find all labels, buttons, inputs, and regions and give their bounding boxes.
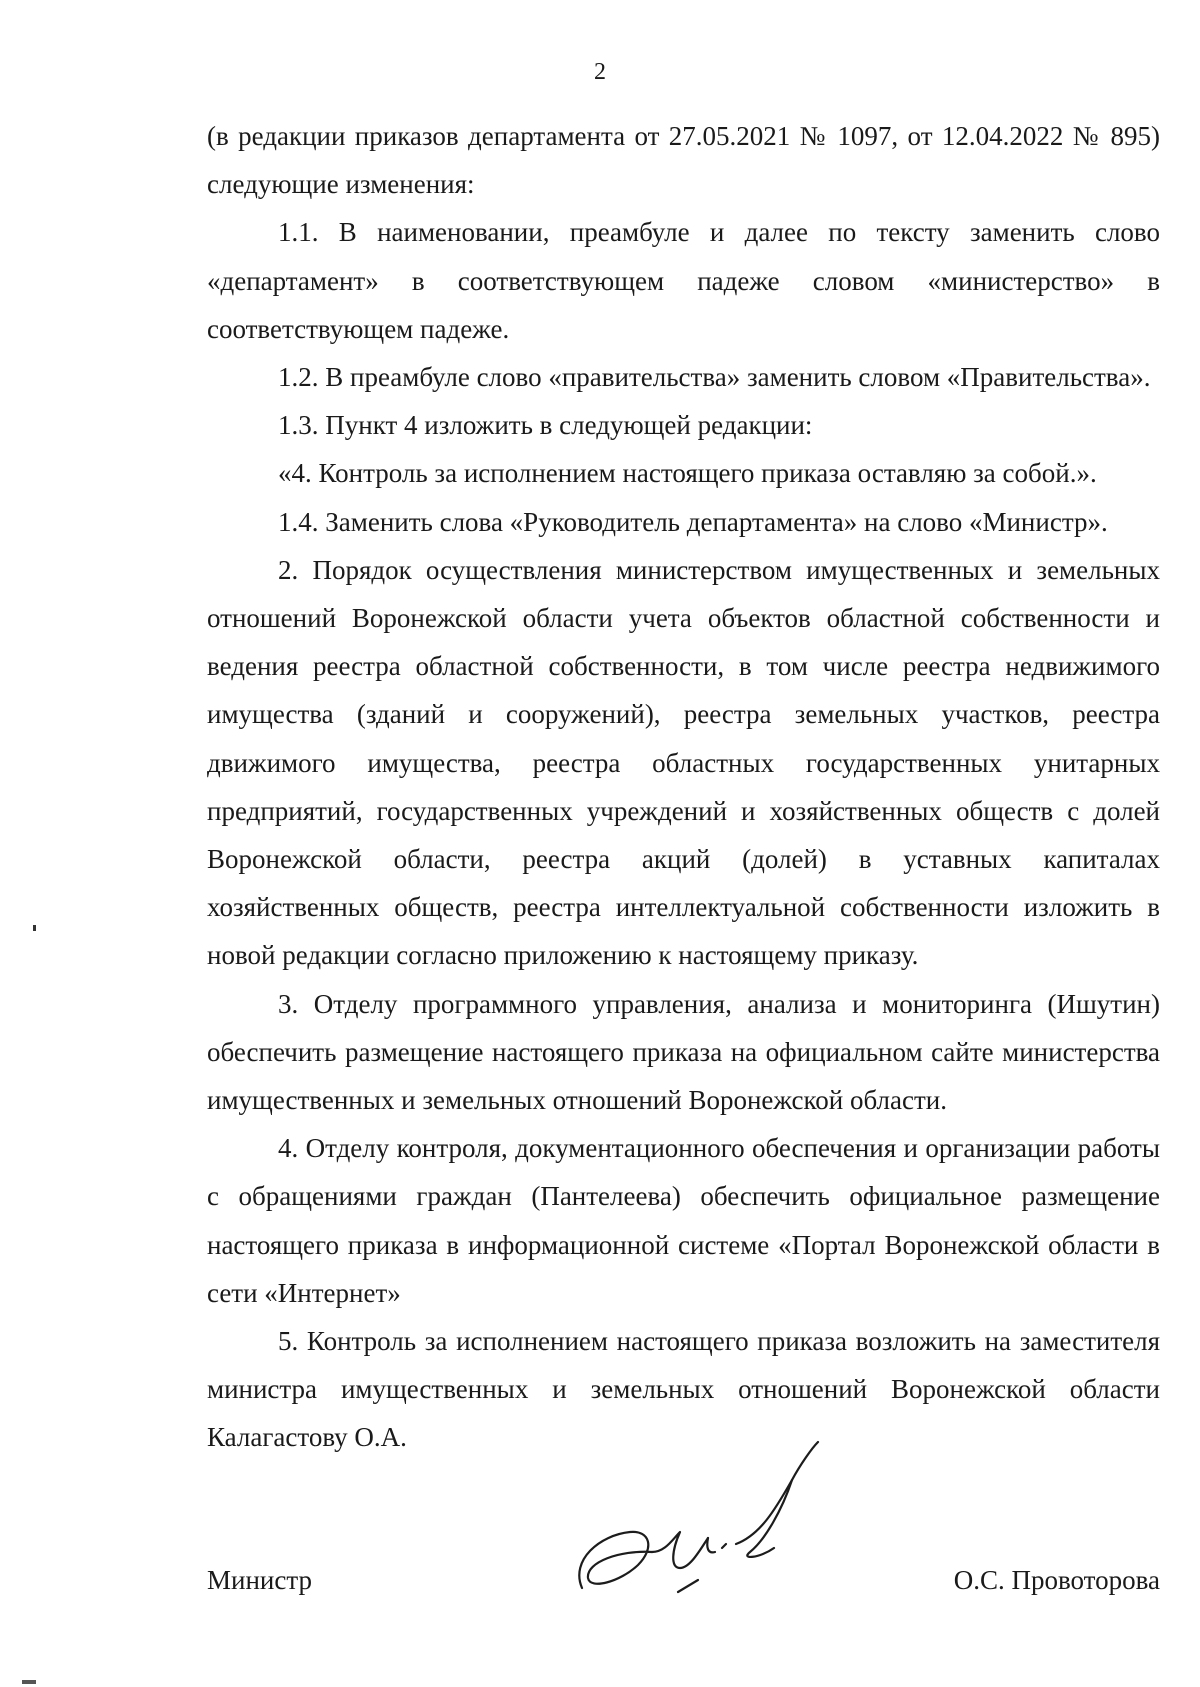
- scan-bottom-mark: [22, 1680, 36, 1684]
- paragraph-5: 5. Контроль за исполнением настоящего приказа возложить на заместителя министра имущественных и земельных отношений Воронежской области Калагастову О.А.: [207, 1326, 1160, 1453]
- paragraph-1-1: 1.1. В наименовании, преамбуле и далее по тексту заменить слово «департамент» в соответствующем падеже словом «министерство» в соответствующем падеже.: [207, 217, 1160, 344]
- paragraph-3: 3. Отделу программного управления, анализа и мониторинга (Ишутин) обеспечить размещение настоящего приказа на официальном сайте министерства имущественных и земельных отношений Воронежской области.: [207, 988, 1160, 1116]
- signatory-name: О.С. Провоторова: [953, 1565, 1160, 1595]
- page-number: 2: [594, 59, 606, 85]
- paragraph-1-3: 1.3. Пункт 4 изложить в следующей редакции:: [278, 410, 813, 441]
- signatory-title: Министр: [207, 1565, 312, 1595]
- paragraph-quoted-item-4: «4. Контроль за исполнением настоящего приказа оставляю за собой.».: [278, 458, 1097, 489]
- signature-block: [207, 1560, 1160, 1600]
- paragraph-intro: (в редакции приказов департамента от 27.05.2021 № 1097, от 12.04.2022 № 895) следующие изменения:: [207, 121, 1160, 200]
- paragraph-4: 4. Отделу контроля, документационного обеспечения и организации работы с обращениями граждан (Пантелеева) обеспечить официальное размещение настоящего приказа в информационной системе «Портал Воронежской области в сети «Интернет»: [207, 1133, 1160, 1308]
- paragraph-2: 2. Порядок осуществления министерством имущественных и земельных отношений Воронежской области учета объектов областной собственности и ведения реестра областной собственности, в том числе реестра недвижимого имущества (зданий и сооружений), реестра земельных участков, реестра движимого имущества, реестра областных государственных унитарных предприятий, государственных учреждений и хозяйственных обществ с долей Воронежской области, реестра акций (долей) в уставных капиталах хозяйственных обществ, реестра интеллектуальной собственности изложить в новой редакции согласно приложению к настоящему приказу.: [207, 554, 1160, 971]
- paragraph-1-2: 1.2. В преамбуле слово «правительства» заменить словом «Правительства».: [278, 362, 1151, 393]
- scan-margin-mark: [33, 925, 36, 931]
- document-body: [207, 112, 1160, 1462]
- paragraph-1-4: 1.4. Заменить слова «Руководитель департамента» на слово «Министр».: [278, 506, 1108, 537]
